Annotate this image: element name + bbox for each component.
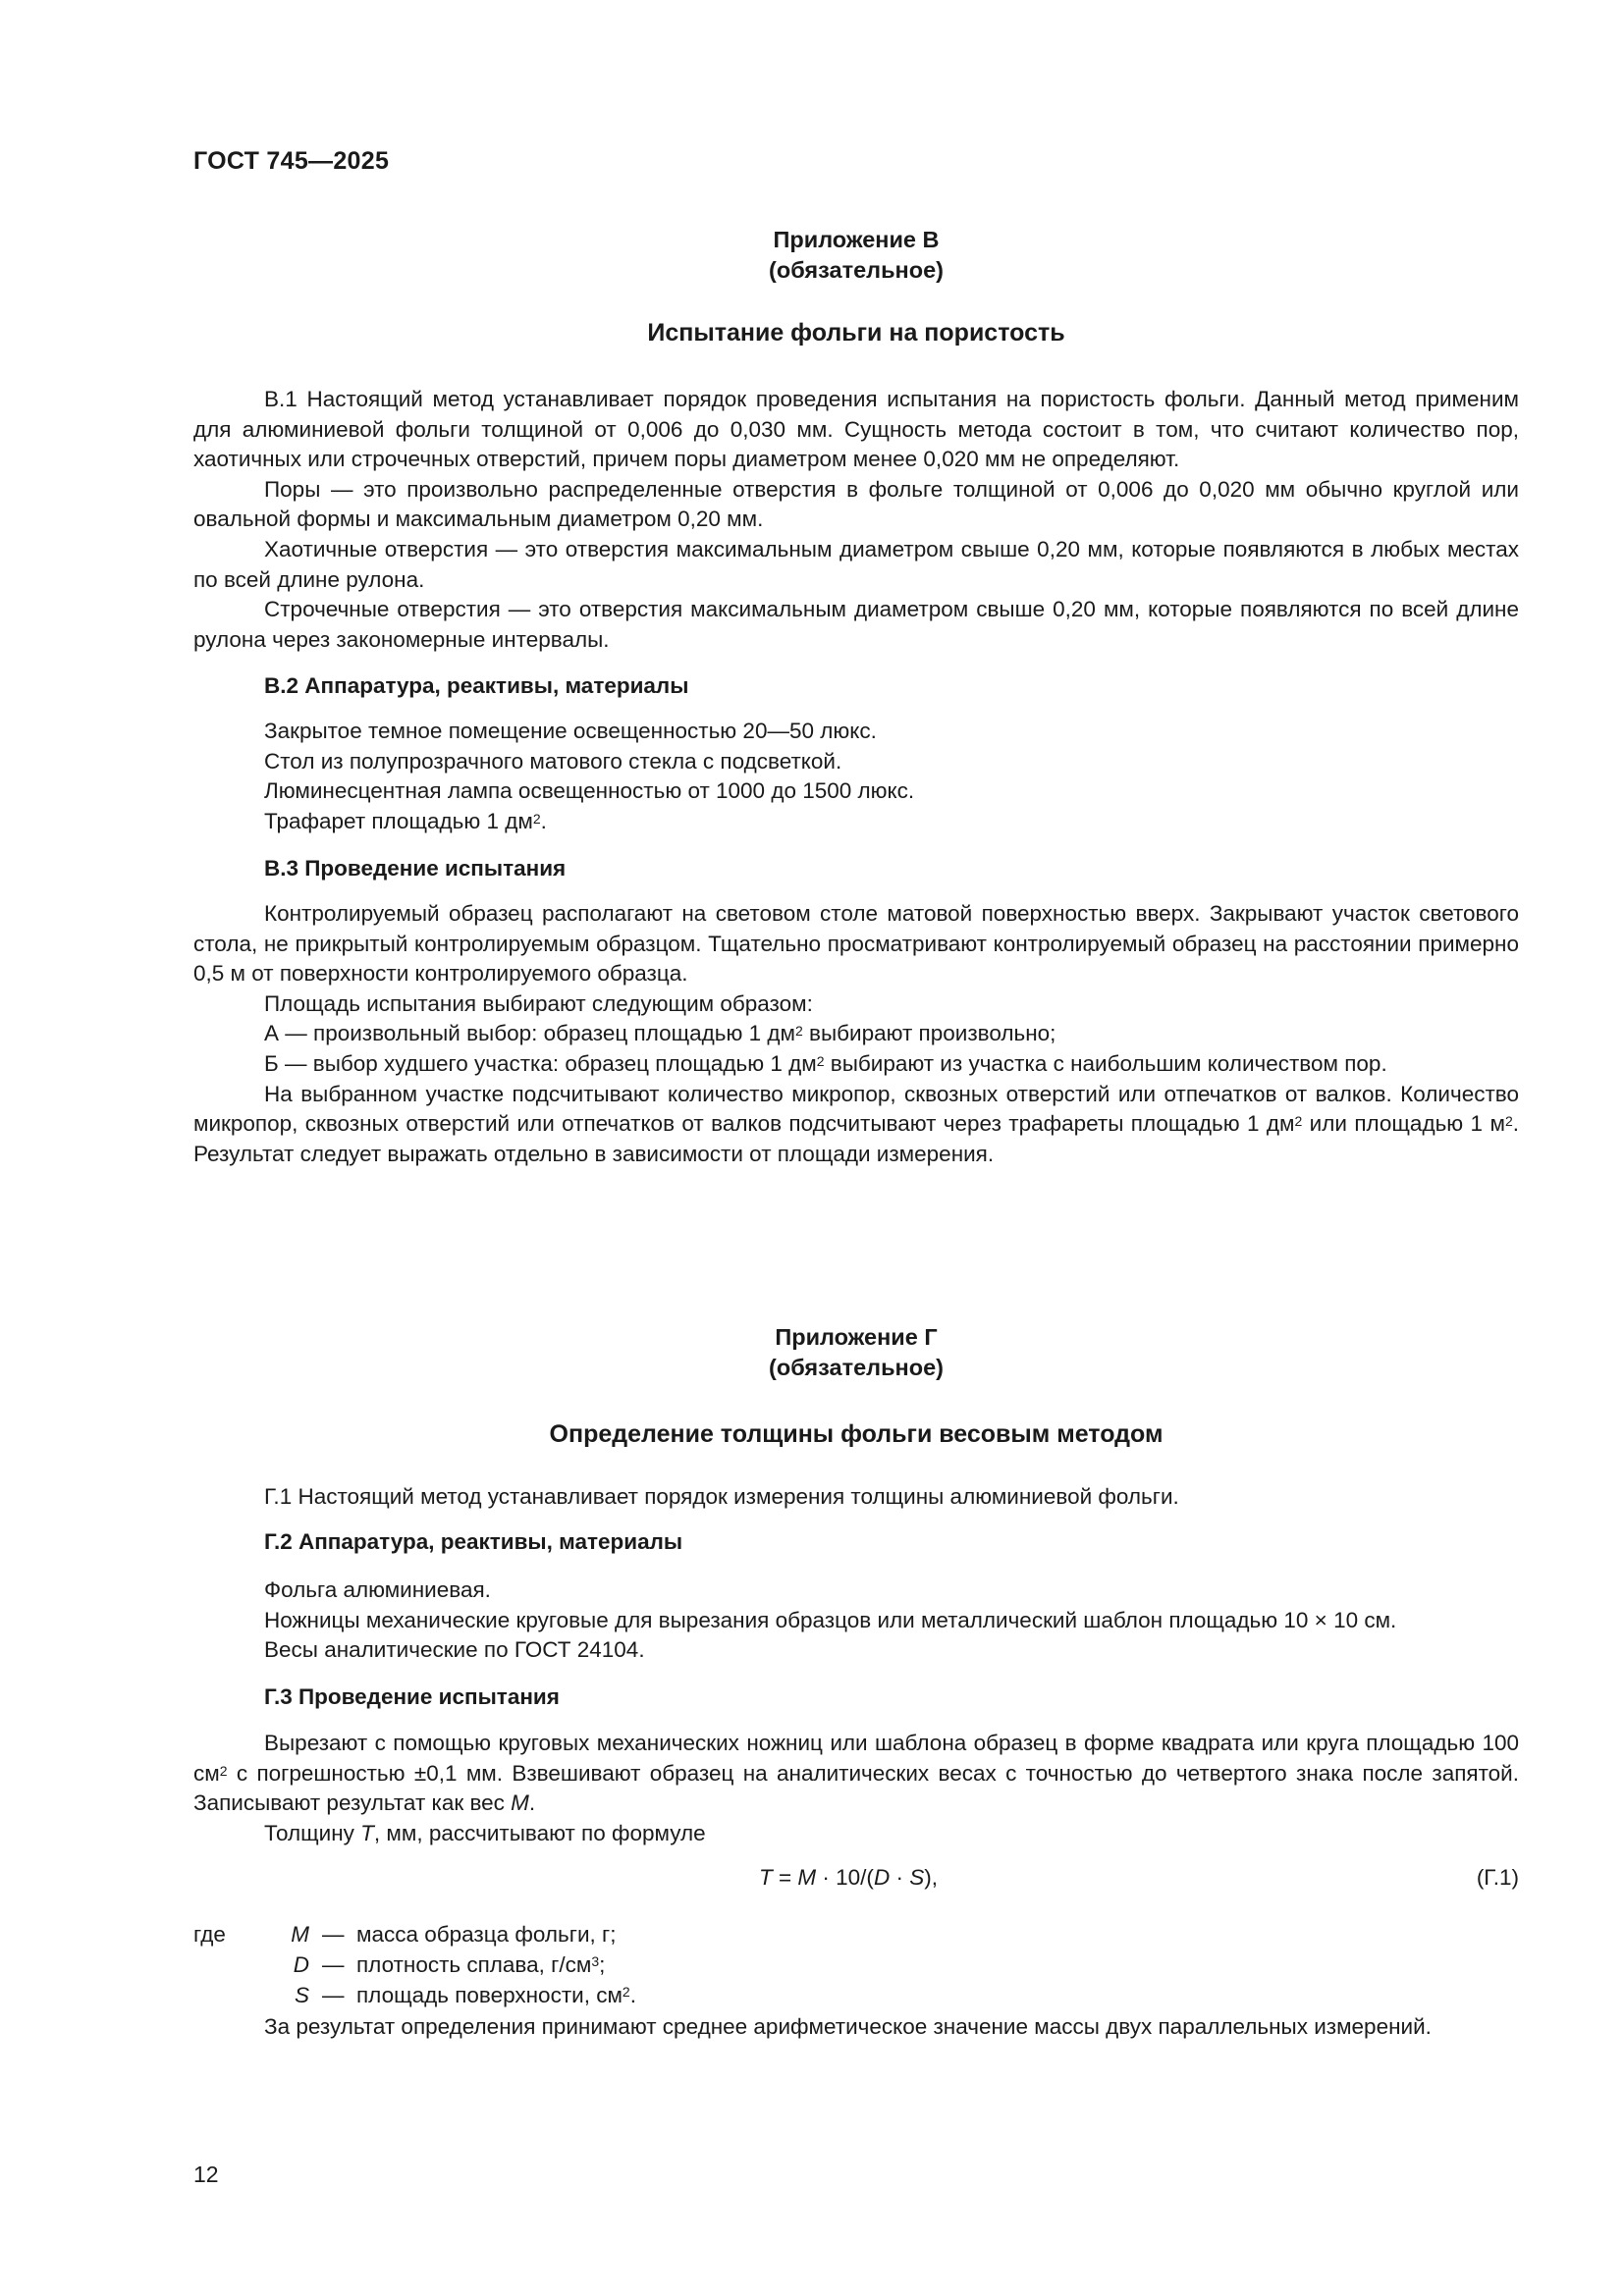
text-run: Толщину — [264, 1820, 361, 1845]
legend-text — [356, 1949, 605, 1980]
paragraph-chaotic: Хаотичные отверстия — это отверстия максимальным диаметром свыше 0,20 мм, которые появляются в любых местах по всей длине рулона. — [193, 536, 1519, 592]
list-item: Стол из полупрозрачного матового стекла с подсветкой. — [264, 748, 842, 774]
annex-v-label: Приложение В — [773, 227, 940, 252]
variable: M — [797, 1865, 817, 1890]
text-run: . — [528, 1790, 536, 1816]
list-item: Фольга алюминиевая. — [264, 1577, 491, 1602]
section-v3-title: В.3 Проведение испытания — [264, 856, 567, 881]
text-run: или площадью 1 м — [1302, 1111, 1505, 1137]
paragraph-v1: В.1 Настоящий метод устанавливает порядок проведения испытания на пористость фольги. Данный метод применим для алюминиевой фольги толщиной от 0,006 до 0,030 мм. Сущность метода состоит в том, что считают количество пор, хаотичных или строчечных отверстий, причем поры диаметром менее 0,020 мм не определяют. — [193, 387, 1519, 472]
paragraph-pores: Поры — это произвольно распределенные отверстия в фольге толщиной от 0,006 до 0,020 мм обычно круглой или овальной формы и максимальным диаметром 0,20 мм. — [193, 476, 1519, 532]
text-run: , мм, рассчитывают по формуле — [373, 1820, 706, 1845]
legend-dash: — — [322, 1922, 345, 1947]
variable: S — [909, 1865, 925, 1890]
text-run: ), — [924, 1865, 938, 1890]
formula-legend — [193, 1919, 783, 2010]
text-run: Вырезают с помощью круговых механических ножниц или шаблона образец в форме квадрата или круга площадью 100 см — [193, 1731, 1519, 1786]
option-a — [193, 1019, 1519, 1049]
option-b-end: выбирают из участка с наибольшим количеством пор. — [824, 1050, 1387, 1076]
legend-text — [356, 1919, 617, 1949]
section-g3-title: Г.3 Проведение испытания — [264, 1684, 560, 1709]
legend-row — [193, 1949, 783, 1980]
variable: D — [873, 1865, 891, 1890]
paragraph-v3-2: Площадь испытания выбирают следующим образом: — [264, 990, 813, 1016]
list-item — [193, 807, 1519, 837]
legend-symbol: S — [294, 1983, 309, 2007]
text-run: с погрешностью ±0,1 мм. Взвешивают образец на аналитических весах с точностью до четвертого знака после запятой. Записывают результат как вес — [193, 1760, 1519, 1816]
legend-text — [356, 1980, 636, 2010]
legend-dash: — — [322, 1952, 345, 1977]
page-number: 12 — [193, 2162, 219, 2187]
annex-v-status: (обязательное) — [769, 257, 944, 283]
variable: T — [759, 1865, 773, 1890]
superscript: 2 — [1294, 1113, 1303, 1130]
text-run: ; — [599, 1952, 606, 1977]
superscript: 3 — [591, 1953, 600, 1969]
annex-v-heading: Испытание фольги на пористость — [647, 319, 1065, 347]
superscript: 2 — [219, 1762, 228, 1779]
variable: M — [511, 1790, 529, 1816]
legend-row — [193, 1980, 783, 2010]
superscript: 2 — [1504, 1113, 1513, 1130]
section-v3-body — [193, 899, 1519, 1169]
text-run: · 10/( — [816, 1865, 874, 1890]
paragraph-linear: Строчечные отверстия — это отверстия максимальным диаметром свыше 0,20 мм, которые появляются по всей длине рулона через закономерные интервалы. — [193, 597, 1519, 652]
legend-lead: где — [193, 1922, 226, 1947]
annex-g-title — [193, 1322, 1519, 1383]
formula-expression — [759, 1865, 938, 1891]
paragraph-g1: Г.1 Настоящий метод устанавливает порядок измерения толщины алюминиевой фольги. — [264, 1484, 1179, 1509]
text-run: На выбранном участке подсчитывают количество микропор, сквозных отверстий или отпечатков от валков. Количество микропор, сквозных отверстий или отпечатков от валков подсчитывают через трафареты площадью 1 дм — [193, 1081, 1519, 1137]
option-a-end: выбирают произвольно; — [802, 1021, 1056, 1046]
section-v2-list — [193, 717, 1519, 836]
legend-symbol: D — [293, 1952, 309, 1977]
variable: T — [360, 1820, 374, 1845]
annex-v-title — [193, 225, 1519, 286]
legend-row — [193, 1919, 783, 1949]
list-item: Люминесцентная лампа освещенностью от 1000 до 1500 люкс. — [264, 778, 915, 804]
text-run: масса образца фольги, г; — [356, 1922, 617, 1947]
legend-dash: — — [322, 1983, 345, 2007]
text-run: плотность сплава, г/см — [356, 1952, 592, 1977]
list-item: Весы аналитические по ГОСТ 24104. — [264, 1637, 645, 1663]
legend-symbol: M — [291, 1922, 309, 1947]
section-g3-body — [193, 1729, 1519, 1848]
list-item: Ножницы механические круговые для вырезания образцов или металлический шаблон площадью 10 × 10 см. — [264, 1607, 1397, 1632]
section-v2-title: В.2 Аппаратура, реактивы, материалы — [264, 673, 689, 698]
list-item-end: . — [540, 808, 547, 833]
document-id: ГОСТ 745—2025 — [193, 147, 390, 175]
section-g2-list — [193, 1575, 1519, 1666]
superscript: 2 — [816, 1052, 825, 1069]
text-run: · — [890, 1865, 910, 1890]
option-a-text: А — произвольный выбор: образец площадью 1 дм — [264, 1021, 795, 1046]
annex-g-status: (обязательное) — [769, 1355, 944, 1380]
text-run: = — [772, 1865, 798, 1890]
paragraph-g3-1 — [193, 1729, 1519, 1819]
paragraph-v3-1: Контролируемый образец располагают на световом столе матовой поверхностью вверх. Закрывают участок светового стола, не прикрытый контролируемым образцом. Тщательно просматривают контролируемый образец на расстоянии примерно 0,5 м от поверхности контролируемого образца. — [193, 901, 1519, 987]
text-run: площадь поверхности, см — [356, 1983, 623, 2007]
paragraph-result: За результат определения принимают среднее арифметическое значение массы двух параллельных измерений. — [264, 2014, 1432, 2039]
superscript: 2 — [532, 810, 541, 827]
superscript: 2 — [622, 1984, 630, 2000]
text-run: . — [629, 1983, 636, 2007]
paragraph-g3-2 — [193, 1819, 1519, 1849]
section-g2-title: Г.2 Аппаратура, реактивы, материалы — [264, 1529, 683, 1554]
option-b — [193, 1049, 1519, 1080]
paragraph-v3-3 — [193, 1080, 1519, 1170]
list-item-text: Трафарет площадью 1 дм — [264, 808, 533, 833]
list-item: Закрытое темное помещение освещенностью 20—50 люкс. — [264, 719, 877, 743]
result-paragraph-block — [193, 2012, 1519, 2043]
annex-g-label: Приложение Г — [775, 1324, 938, 1350]
annex-v-intro — [193, 385, 1519, 655]
annex-g-heading: Определение толщины фольги весовым методом — [549, 1420, 1164, 1448]
annex-g-intro — [193, 1482, 1519, 1513]
text-run: . Результат следует выражать отдельно в зависимости от площади измерения. — [193, 1111, 1519, 1166]
option-b-text: Б — выбор худшего участка: образец площадью 1 дм — [264, 1050, 817, 1076]
formula-number: (Г.1) — [1476, 1865, 1519, 1890]
superscript: 2 — [794, 1023, 803, 1040]
